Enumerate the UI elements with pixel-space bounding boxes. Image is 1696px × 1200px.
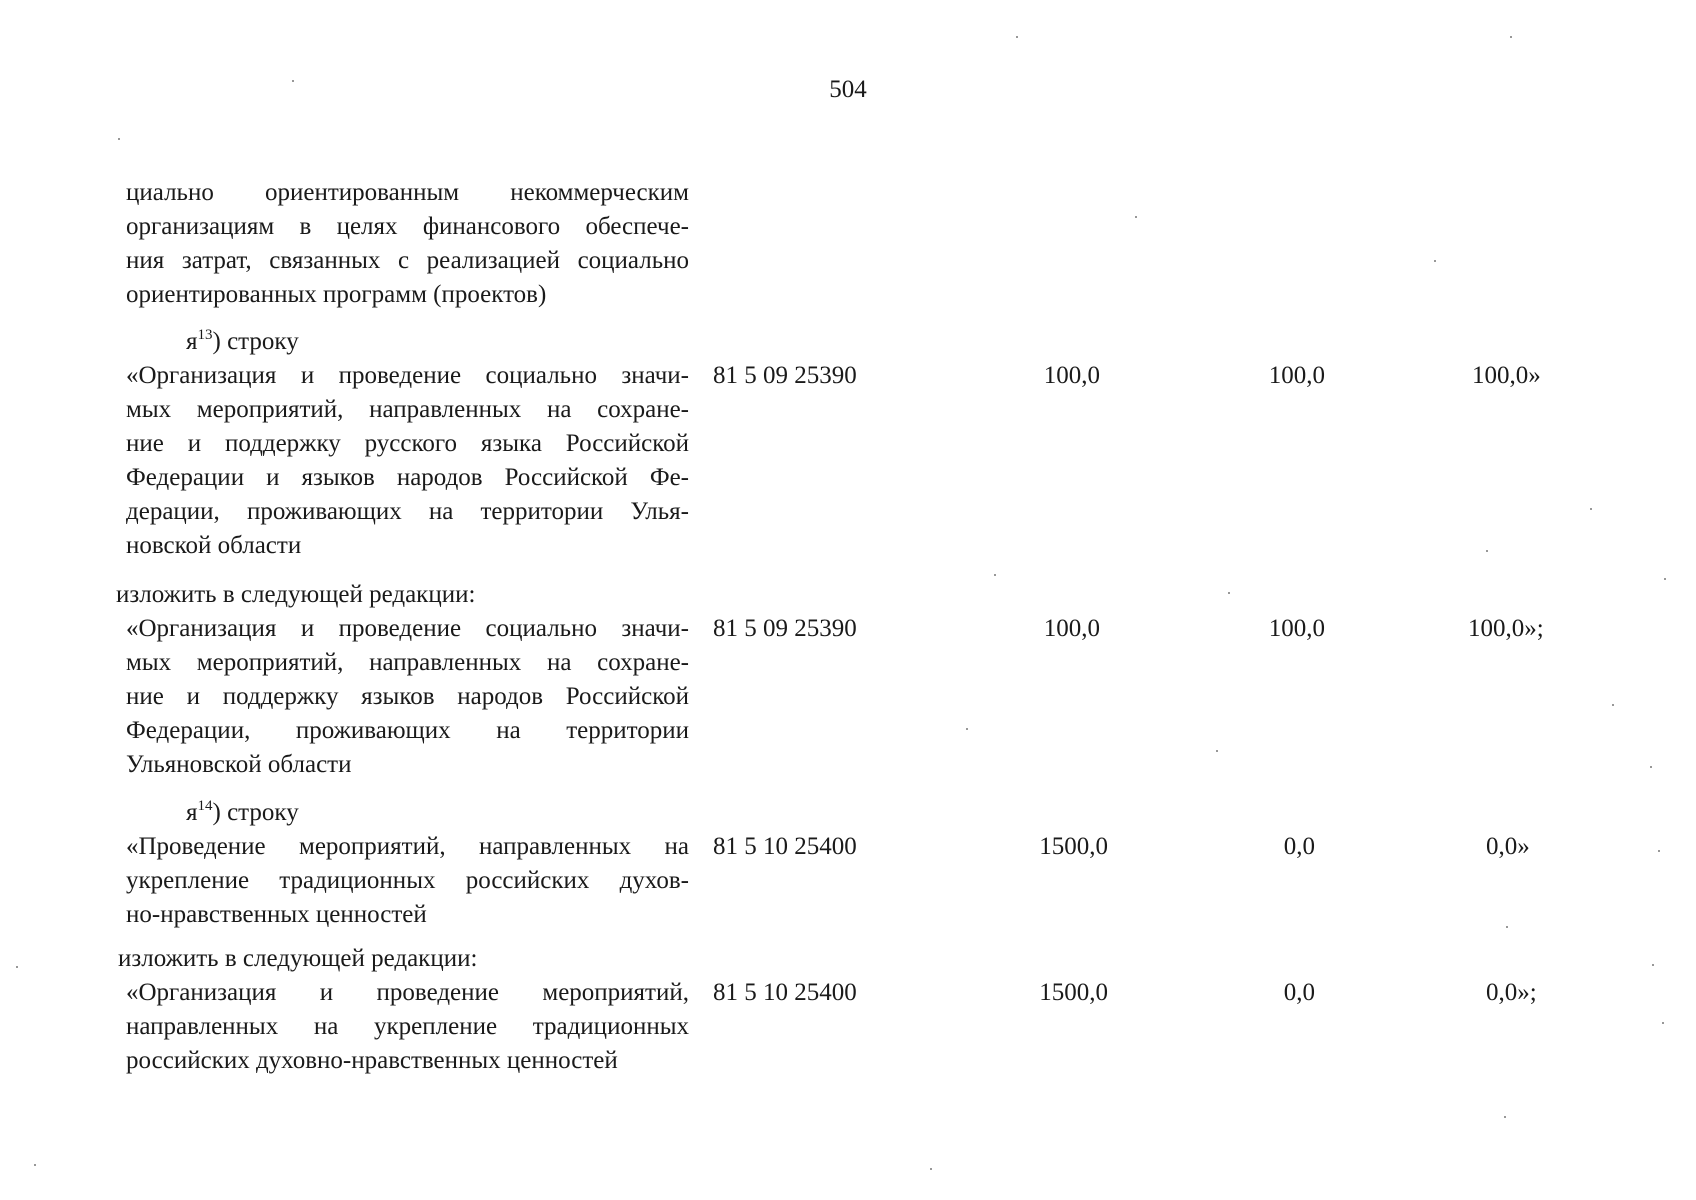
budget-code: 81 5 09 25390 <box>713 362 857 389</box>
text-line: дерации, проживающих на территории Улья- <box>126 498 689 525</box>
text-line: укрепление традиционных российских духов- <box>126 867 689 894</box>
value-year-3: 0,0»; <box>1486 979 1537 1006</box>
subitem-heading <box>186 325 299 359</box>
scan-speck <box>1650 766 1652 768</box>
text-line: мых мероприятий, направленных на сохране- <box>126 649 689 676</box>
text-line: ние и поддержку языков народов Российской <box>126 683 689 710</box>
text-line: ориентированных программ (проектов) <box>126 281 547 308</box>
budget-code: 81 5 10 25400 <box>713 979 857 1006</box>
heading-prefix: я <box>186 328 198 355</box>
scan-speck <box>1434 260 1436 262</box>
value-year-3: 0,0» <box>1486 833 1530 860</box>
value-year-1: 1500,0 <box>1039 833 1108 860</box>
text-line: новской области <box>126 532 302 559</box>
scan-speck <box>1658 850 1660 852</box>
heading-suffix: ) строку <box>212 328 299 355</box>
scan-speck <box>1510 36 1512 38</box>
text-line: направленных на укрепление традиционных <box>126 1013 689 1040</box>
scan-speck <box>1612 704 1614 706</box>
scan-speck <box>1228 592 1230 594</box>
value-year-3: 100,0» <box>1472 362 1541 389</box>
text-line: циально ориентированным некоммерческим <box>126 179 689 206</box>
scan-speck <box>34 1164 36 1166</box>
value-year-3: 100,0»; <box>1468 615 1544 642</box>
value-year-2: 0,0 <box>1283 833 1315 860</box>
scan-speck <box>1135 216 1137 218</box>
value-year-1: 1500,0 <box>1039 979 1108 1006</box>
value-year-1: 100,0 <box>1043 615 1100 642</box>
scan-speck <box>1504 1116 1506 1118</box>
text-line: Федерации, проживающих на территории <box>126 717 689 744</box>
text-line: мых мероприятий, направленных на сохране- <box>126 396 689 423</box>
edition-heading: изложить в следующей редакции: <box>118 945 478 972</box>
scan-speck <box>1590 508 1592 510</box>
scan-speck <box>1652 964 1654 966</box>
edition-heading: изложить в следующей редакции: <box>116 581 476 608</box>
value-year-1: 100,0 <box>1043 362 1100 389</box>
budget-code: 81 5 09 25390 <box>713 615 857 642</box>
text-line: российских духовно-нравственных ценностей <box>126 1047 618 1074</box>
text-line: «Организация и проведение социально значи- <box>126 615 689 642</box>
continuation-text <box>126 176 689 312</box>
text-line: «Проведение мероприятий, направленных на <box>126 833 689 860</box>
scan-speck <box>930 1168 932 1170</box>
heading-prefix: я <box>186 799 198 826</box>
scan-speck <box>1506 926 1508 928</box>
text-line: Ульяновской области <box>126 751 352 778</box>
row-description <box>126 612 689 782</box>
value-year-2: 0,0 <box>1283 979 1315 1006</box>
heading-suffix: ) строку <box>212 799 299 826</box>
row-description <box>126 830 689 932</box>
scan-speck <box>1486 550 1488 552</box>
subitem-heading <box>186 796 299 830</box>
text-line: Федерации и языков народов Российской Фе- <box>126 464 689 491</box>
value-year-2: 100,0 <box>1268 362 1325 389</box>
heading-superscript: 14 <box>197 798 213 814</box>
text-line: ние и поддержку русского языка Российской <box>126 430 689 457</box>
text-line: ния затрат, связанных с реализацией социально <box>126 247 689 274</box>
scan-speck <box>994 574 996 576</box>
scan-speck <box>118 138 120 140</box>
scan-speck <box>1016 36 1018 38</box>
scan-speck <box>1664 578 1666 580</box>
row-description <box>126 976 689 1078</box>
heading-superscript: 13 <box>197 327 213 343</box>
text-line: организациям в целях финансового обеспече- <box>126 213 689 240</box>
scan-speck <box>16 966 18 968</box>
scan-speck <box>1216 750 1218 752</box>
scan-speck <box>292 80 294 82</box>
text-line: «Организация и проведение социально значи- <box>126 362 689 389</box>
scan-speck <box>966 728 968 730</box>
text-line: «Организация и проведение мероприятий, <box>126 979 689 1006</box>
page-number: 504 <box>829 76 867 103</box>
text-line: но-нравственных ценностей <box>126 901 427 928</box>
scan-speck <box>1662 1022 1664 1024</box>
budget-code: 81 5 10 25400 <box>713 833 857 860</box>
row-description <box>126 359 689 563</box>
value-year-2: 100,0 <box>1268 615 1325 642</box>
